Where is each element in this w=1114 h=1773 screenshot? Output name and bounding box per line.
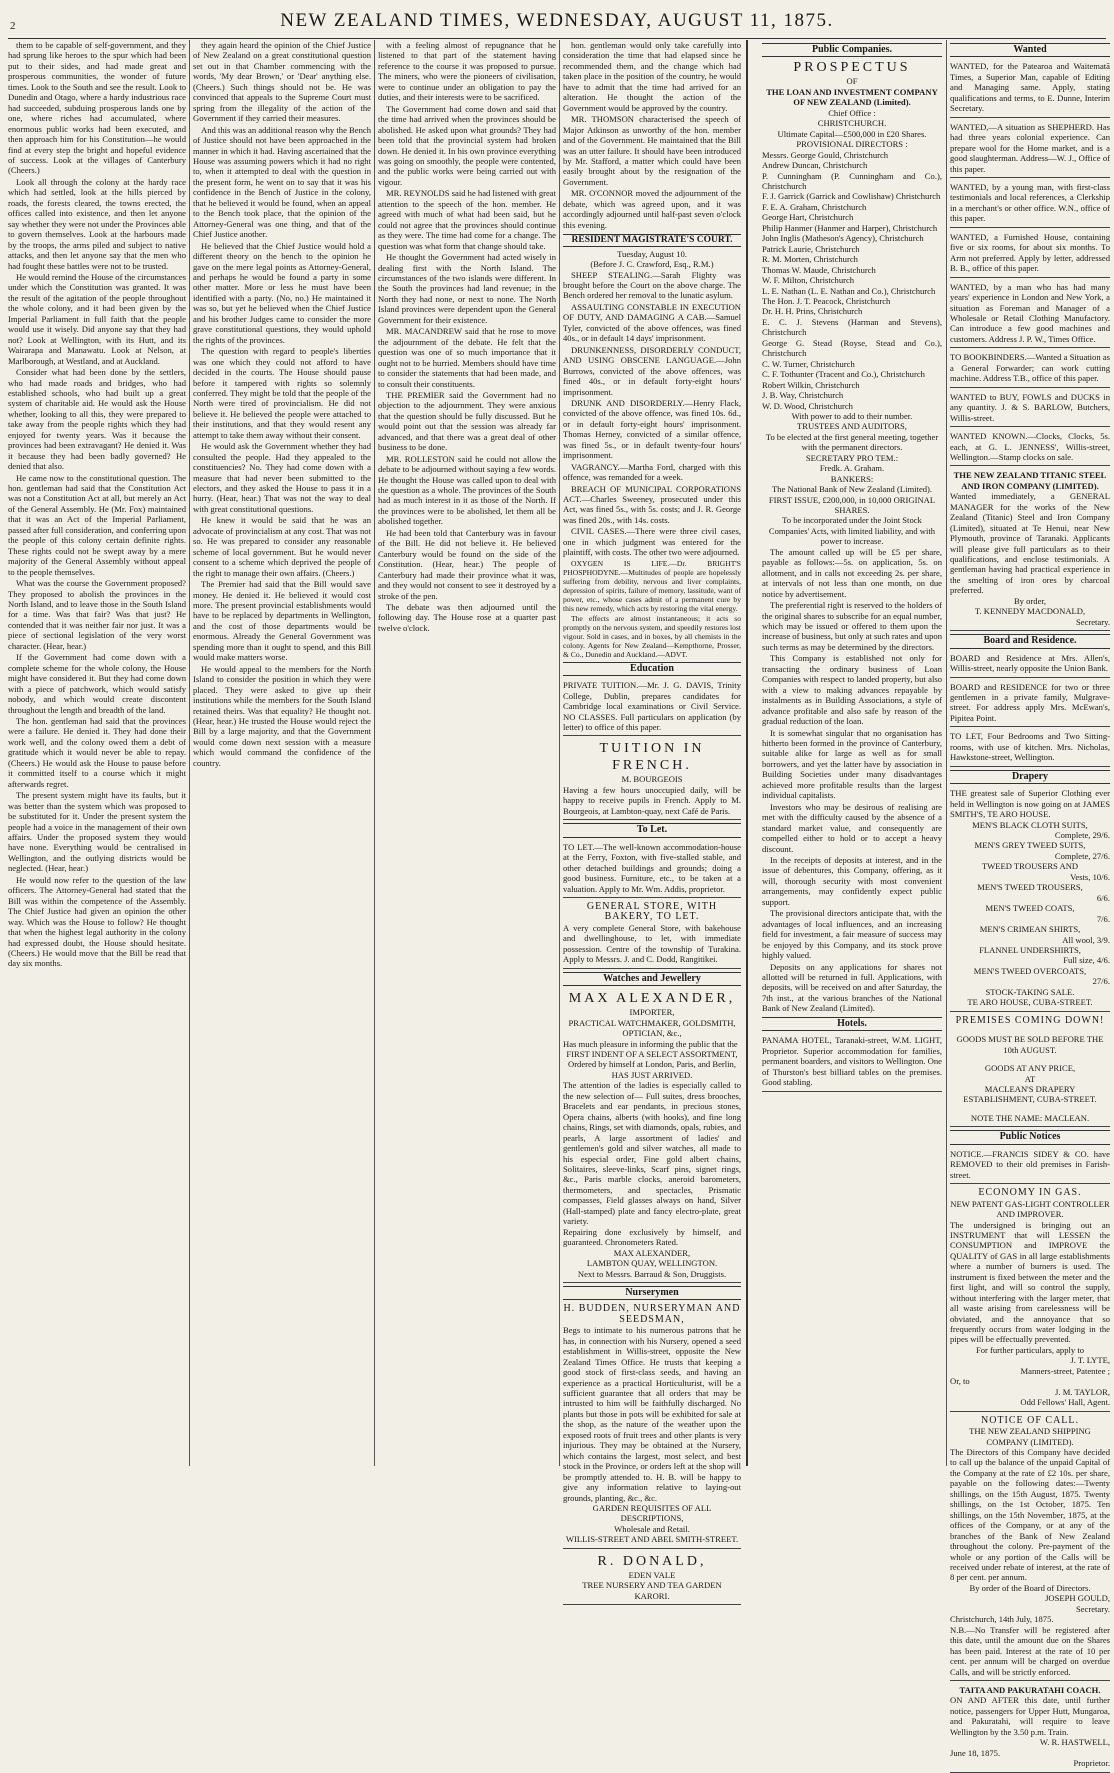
board-ad [950,651,1110,678]
store-ad [563,900,741,969]
court-heading: RESIDENT MAGISTRATE'S COURT. [563,234,741,246]
prospectus-paragraph: It is somewhat singular that no organisation has hitherto been formed in the province of Canterbury, suitable alike for large as well as for small borrowers, and yet the latter have by association in Building Societies under many disadvantages achieved more profitable results than the largest individual capitalists. [762,727,942,801]
price-item [950,945,1110,966]
director: R. M. Morten, Christchurch [762,254,858,265]
director: C. W. Turner, Christchurch [762,358,855,369]
paragraph: with a feeling almost of repugnance that he listened to that part of the statement having reference to the course it was proposed to pursue. The miners, who were the pioneers of civilisation, were to continue under an obligation to pay the duties, and their interests were to be sacrificed. [378,40,556,103]
paragraph: The Premier had said that the Bill would save money. He denied it. He believed it would cost more. The present provincial establishments would have to be replaced by departments in Wellington, and the cost of those departments would be enormous. Already the General Government was spending more than it ought to spend, and this Bill would make matters worse. [193,579,371,663]
store-ad-title: GENERAL STORE, WITH BAKERY, TO LET. [586,901,718,923]
gas-sub: NEW PATENT GAS-LIGHT CONTROLLER AND IMPROVER. [950,1198,1110,1220]
paragraph: MR. THOMSON characterised the speech of Major Atkinson as unworthy of the hon. member and of the Government. He maintained that the Bill was an utter failure. It should have been introduced by Mr. Stafford, a matter which could have been easily brought about by the resignation of the Government. [563,114,741,187]
watchmaker-name: MAX ALEXANDER, [568,991,736,1007]
paragraph: The question with regard to people's liberties was one which they could not afford to have decided in the courts. The House should pause before it tampered with rights so solemnly conferred. They might be told that the people of the North were tired of provincialism. He did not believe it. He believed the people were attached to their institutions, and that they would resent any attempt to take them away without their consent. [193,346,371,440]
iron-company-by: By order, [1013,595,1047,606]
coach-ad [950,1683,1110,1773]
french-ad-text: Having a few hours unoccupied daily, will be happy to receive pupils in French. Apply to M. Bourgeois, at Lambton-quay, next Café de Paris. [563,784,741,816]
board-ad [950,729,1110,766]
item-name: MEN'S TWEED OVERCOATS, [973,965,1087,976]
budden-ad [563,1302,741,1548]
paragraph: Consider what had been done by the settlers, who had made roads and bridges, who had established schools, who had built up a great system of charitable aid. He would ask the House whether, looking to all this, they were prepared to take away from the people rights which they had enjoyed for twenty years. Was it because the provinces had been extravagant? He denied it. Was it because they had been badly governed? He denied that also. [8,367,186,472]
watchmaker-ad [563,988,741,1283]
director: The Hon. J. T. Peacock, Christchurch [762,295,891,306]
gas-sign: Manners-street, Patentee ; [1020,1365,1110,1376]
board-ad-text: BOARD and Residence at Mrs. Allen's, Willis-street, nearly opposite the Union Bank. [950,652,1110,674]
stock-taking: STOCK-TAKING SALE. [985,986,1075,997]
donald-name: R. DONALD, [597,1553,707,1569]
goods-date: 10th AUGUST. [1003,1044,1057,1055]
column-rule [374,40,375,1466]
wanted-ad [950,59,1110,117]
paragraph: If the Government had come down with a complete scheme for the whole colony, the House might have considered it. But they had come down with a piece of patchwork, which would satisfy nobody, and which would create discontent throughout the length and breadth of the land. [8,652,186,715]
companies-heading: Public Companies. [762,43,942,57]
watchmaker-sub: PRACTICAL WATCHMAKER, GOLDSMITH, OPTICIAN, &c., [568,1017,736,1039]
wanted-ad [950,180,1110,228]
te-aro-house-ad [950,786,1110,1012]
item-price: 27/6. [1092,976,1110,987]
tuition-ad-text: PRIVATE TUITION.—Mr. J. G. DAVIS, Trinity College, Dublin, prepares candidates for Cambridge local examinations or Civil Service. NO CLASSES. Full particulars on application (by letter) to office of this paper. [563,680,741,733]
price-item [950,820,1110,841]
column-rule [946,40,947,1466]
item-name: MEN'S BLACK CLOTH SUITS, [972,819,1088,830]
bankers-name: The National Bank of New Zealand (Limited). [771,484,933,495]
power-note: With power to add to their number. [791,410,913,421]
court-magistrate: (Before J. C. Crawford, Esq., R.M.) [590,259,714,270]
directors-heading: PROVISIONAL DIRECTORS : [796,139,908,150]
paragraph: He came now to the constitutional question. The hon. gentleman had said that the Constitution Act was not a Constitution Act at all, but merely an Act of the General Assembly. He (Mr. Fox) maintained that it was an Act of the Imperial Parliament, passed after full consideration, and conferring upon the people of this colony certain definite rights. These rights could not be swept away by a mere majority of the General Assembly without appeal to the people themselves. [8,472,186,577]
prospectus-paragraph: The provisional directors anticipate that, with the advantages of local influences, and an increasing field for investment, a fair measure of success may be enjoyed by this Company, and its stock prove highly valued. [762,908,942,961]
director: W. F. Milton, Christchurch [762,275,855,286]
paragraph: He would appeal to the members for the North Island to consider the position in which they were placed. They were asked to give up their institutions while the members for the South Island retained theirs. Was that equality? He thought not. (Hear, hear.) He trusted the House would reject the Bill by a large majority, and that the Government would come down next session with a measure which would command the confidence of the country. [193,663,371,768]
french-ad-title: TUITION IN FRENCH. [599,741,705,774]
directors-list [762,150,942,411]
sidey-text: NOTICE.—FRANCIS SIDEY & CO. have REMOVED to their old premises in Farish-street. [950,1148,1110,1180]
article-column-1 [8,40,186,1466]
watchmaker-text: Has much pleasure in informing the public that the [563,1038,738,1049]
gas-apply: For further particulars, apply to [975,1344,1085,1355]
budden-sub: WILLIS-STREET AND ABEL SMITH-STREET. [565,1534,739,1545]
donald-sub: EDEN VALE [628,1569,676,1580]
court-date: Tuesday, August 10. [617,248,687,259]
tolet-heading: To Let. [563,823,741,837]
watchmaker-sign: MAX ALEXANDER, [613,1247,691,1258]
watchmaker-sub: IMPORTER, [629,1007,675,1018]
panama-hotel-text: PANAMA HOTEL, Taranaki-street, W.M. LIGHT, Proprietor. Superior accommodation for families, permanent boarders, and visitors to Wellington. One of Thurston's best billiard tables on the premises. Good stabling. [762,1035,942,1088]
item-price: 6/6. [1096,892,1110,903]
column-rule [189,40,190,1466]
paragraph: MR. REYNOLDS said he had listened with great attention to the speech of the hon. member. He agreed with much of what had been said, but he could not agree that the provinces should continue as they were. The time had come for a change. The question was what form that change should take. [378,188,556,251]
court-case: VAGRANCY.—Martha Ford, charged with this offence, was remanded for a week. [563,461,741,483]
board-ad-text: BOARD and RESIDENCE for two or three gentlemen in a private family, Mulgrave-street. For address apply Mrs. McEwan's, Pipitea Point. [950,681,1110,723]
item-price: Full size, 4/6. [1063,955,1110,966]
office-city: CHRISTCHURCH. [817,118,887,129]
director: George G. Stead (Royse, Stead and Co.), Christchurch [762,337,942,359]
iron-company-role: Secretary. [1075,616,1110,627]
coach-text: ON AND AFTER this date, until further notice, passengers for Upper Hutt, Mungaroa, and Pakuratahi, will require to leave Wellington by the 3.50 p.m. Train. [950,1695,1110,1737]
item-name: TWEED TROUSERS AND [981,861,1079,872]
paragraph: them to be capable of self-government, and they had sprung like heroes to the spur which had been put to their sides, and had made great and prosperous communities, the wonder of future times. Look to the South and see the result. Look to Dunedin and Otago, where a hardy industrious race had succeeded, subduing prosperous lands one by one, where riches had accumulated, where enormous public works had been executed, and then approach him for his Constitution—he would find at every step the bright and hopeful evidence of success. Look at the villages of Canterbury (Cheers.) [8,40,186,176]
paragraph: MR. ROLLESTON said he could not allow the debate to be adjourned without saying a few words. He thought the House was called upon to deal with the question as a whole. The provinces of the South had as much interest in it as those of the North. If the provinces were to be abolished, let them all be abolished together. [378,453,556,527]
wanted-ad-text: WANTED, by a man who has had many years' experience in London and New York, a situation as Foreman and Manager of a Wholesale or Retail Clothing Manufactory. Can introduce a few good machines and customers. Address J. P. W., Times Office. [950,281,1110,344]
wanted-ad [950,350,1110,387]
notices-heading: Public Notices [950,1130,1110,1144]
capital: Ultimate Capital—£500,000 in £20 Shares. [777,128,927,139]
paragraph: MR. O'CONNOR moved the adjournment of the debate, which was agreed upon, and it was accordingly adjourned until half-past seven o'clock this evening. [563,188,741,230]
paragraph: What was the course the Government proposed? They proposed to abolish the provinces in the North Island, and to leave those in the South Island for a time. Was that fair? Was that just? He contended that it was neither fair nor just. It was a piece of sectional legislation of the very worst character. (Hear, hear.) [8,578,186,651]
item-name: MEN'S CRIMEAN SHIRTS, [979,924,1081,935]
maclean-name: MACLEAN'S DRAPERY ESTABLISHMENT, CUBA-STREET. [963,1083,1097,1105]
prospectus-paragraph: Investors who may be desirous of realising are met with the difficulty caused by the absence of a standard market value, and consequently are compelled either to hold or to accept a heavy discount. [762,801,942,854]
director: J. B. Way, Christchurch [762,390,844,401]
director: C. F. Tothunter (Tracent and Co.), Christchurch [762,369,925,380]
nursery-heading: Nurserymen [563,1286,741,1300]
prospectus-paragraph: Deposits on any applications for shares not allotted will be returned in full. Applications, with deposits, will be received on and after Saturday, the 7th inst., at the various branches of the National Bank of New Zealand (Limited). [762,961,942,1014]
court-case: SHEEP STEALING.—Sarah Flighty was brought before the Court on the above charge. The Bench ordered her removal to the lunatic asylum. [563,269,741,301]
court-case: DRUNKENNESS, DISORDERLY CONDUCT, AND USING OBSCENE LANGUAGE.—John Burrows, convicted of the above offences, was fined 40s., or in default forty-eight hours' imprisonment. [563,344,741,397]
paragraph: MR. MACANDREW said that he rose to move the adjournment of the debate. He felt that the question was one of so much importance that it ought not to be hurried. Members should have time to consider the statements that had been made, and to consult their constituents. [378,326,556,389]
wanted-ad-text: TO BOOKBINDERS.—Wanted a Situation as a General Forwarder; can work cutting machine. Address T.B., office of this paper. [950,352,1110,384]
call-order: By order of the Board of Directors. [969,1582,1091,1593]
director: E. C. J. Stevens (Harman and Stevens), Christchurch [762,316,942,338]
wanted-ad-text: WANTED to BUY, FOWLS and DUCKS in any quantity. J. & S. BARLOW, Butchers, Willis-street. [950,391,1110,423]
price-item [950,861,1110,882]
paragraph: Look all through the colony at the hardy race which had settled, look at the hills pierced by roads, the forests cleared, the towns erected, the offices called into existence, and then let anyone say whether they were not under the Provinces able to govern themselves. Look at the harbours made by the troops, the arms piled and subject to native attacks, and then let anyone say that the men who had fought these battles were not to be trusted. [8,176,186,271]
gas-sign: Odd Fellows' Hall, Agent. [1020,1397,1110,1408]
prospectus-paragraph: In the receipts of deposits at interest, and in the issue of debentures, this Company, offering, as it will, thorough security with most convenient arrangements, may confidently expect public support. [762,854,942,907]
item-name: MEN'S TWEED COATS, [985,903,1075,914]
call-title: NOTICE OF CALL. [980,1414,1080,1426]
wanted-ad-text: WANTED KNOWN.—Clocks, Clocks, 5s. each, at G. L. JENNESS', Willis-street, Wellington.—Stamp clocks on sale. [950,431,1110,462]
wanted-ad [950,280,1110,349]
wanted-ad-text: WANTED, by a young man, with first-class testimonials and local references, a Clerkship in a merchant's or other office. W.N., office of this paper. [950,181,1110,224]
court-case: BREACH OF MUNICIPAL CORPORATIONS ACT.—Charles Sweeney, prosecuted under this Act, was fined 5s., with 5s. costs; and J. R. George was fined 20s., with 14s. costs. [563,483,741,525]
incorporation-note: To be incorporated under the Joint Stock Companies' Acts, with limited liability, and with power to increase. [768,515,936,547]
item-name: FLANNEL UNDERSHIRTS, [979,944,1081,955]
wanted-ad [950,120,1110,178]
education-heading: Education [563,662,741,676]
gas-ad [950,1186,1110,1412]
te-aro-address: TE ARO HOUSE, CUBA-STREET. [967,997,1093,1008]
item-price: Vests, 10/6. [1070,871,1110,882]
coach-sign: W. R. HASTWELL, [1039,1737,1110,1748]
goods-line: GOODS MUST BE SOLD BEFORE THE [956,1034,1104,1045]
at-word: AT [1024,1073,1036,1084]
director: John Inglis (Matheson's Agency), Christchurch [762,233,924,244]
paragraph: And this was an additional reason why the Bench of Justice should not have been approached in the manner in which it had. Having ascertained that the House was assuming powers which it had no right to, when it attempted to deal with the question in the present form, he went on to say that it was his confidence in the Bench of Justice in the colony, that he believed it would be found, when an appeal to the Bench took place, that the opinion of the Attorney-General was one thing, and that of the Chief Justice another. [193,124,371,240]
newspaper-title: NEW ZEALAND TIMES, WEDNESDAY, AUGUST 11, 1875. [280,10,834,31]
board-ad [950,680,1110,728]
companies-column [762,40,942,1466]
paragraph: THE PREMIER said the Government had no objection to the adjournment. They were anxious that the question should be fully discussed. But he would point out that the session was already far advanced, and that there was a great deal of other business to be done. [378,389,556,453]
court-case: ASSAULTING CONSTABLE IN EXECUTION OF DUTY, AND DAMAGING A CAB.—Samuel Tyler, convicted of the above offences, was fined 40s., or in default 14 days' imprisonment. [563,301,741,344]
coach-role: Proprietor. [1073,1758,1110,1769]
sidey-notice [950,1147,1110,1184]
item-name: MEN'S TWEED TROUSERS, [977,882,1083,893]
coach-date: June 18, 1875. [950,1747,1001,1758]
board-heading: Board and Residence. [950,634,1110,648]
tuition-ad [563,678,741,736]
any-price: GOODS AT ANY PRICE, [984,1063,1076,1074]
column-rule [559,40,560,1466]
paragraph: He would ask the Government whether they had consulted the people. Had they appealed to the constituencies? No. They had come down with a measure that had never been submitted to the electors, and they asked the House to pass it in a hurry. (Hear, hear.) That was not the way to deal with great constitutional questions. [193,441,371,514]
maclean-ad [950,1014,1110,1128]
director: F. J. Garrick (Garrick and Cowlishaw) Christchurch [762,191,941,202]
prospectus-of: OF [846,76,858,87]
donald-sub: TREE NURSERY AND TEA GARDEN [582,1580,722,1591]
classifieds-column [950,40,1110,1769]
watchmaker-sub: FIRST INDENT OF A SELECT ASSORTMENT, [566,1048,738,1059]
page-number: 2 [10,20,16,32]
article-column-4 [563,40,741,1601]
french-ad-name: M. BOURGEOIS [621,774,683,785]
watchmaker-sub: HAS JUST ARRIVED. [611,1069,693,1080]
hotels-heading: Hotels. [762,1017,942,1031]
wanted-ad-text: WANTED, for the Patearoa and Waitematā Times, a Superior Man, capable of Editing and Managing same. Apply, stating qualifications and terms, to E. Dunne, Interim Secretary. [950,61,1110,114]
call-role: Secretary. [1075,1603,1110,1614]
director: Andrew Duncan, Christchurch [762,160,868,171]
masthead-rule [8,38,1106,39]
prospectus-paragraph: The amount called up will be £5 per share, payable as follows:—5s. on application, 5s. on allotment, and in calls not exceeding 2s. per share, at intervals of not less than one month, on due notice by advertisement. [762,546,942,599]
paragraph: He thought the Government had acted wisely in dealing first with the North Island. The circumstances of the two islands were different. In the South the provinces had land revenue; in the North they had none, or next to none. The North Island provinces were dependent upon the General Government for their existence. [378,252,556,325]
advert-text: The effects are almost instantaneous; it acts so promptly on the nervous system, and speedily restores lost vigour. Sold in cases, and in boxes, by all chemists in the colony. Agents for New Zealand—Kempthorne, Prosser, & Co., Dunedin and Auckland.—ADVT. [563,613,741,659]
watchmaker-sign: Next to Messrs. Barraud & Son, Druggists. [577,1268,727,1279]
item-price: Complete, 29/6. [1054,830,1110,840]
masthead [0,6,1114,36]
iron-company-text: Wanted immediately, a GENERAL MANAGER for the works of the New Zealand (Titanic) Steel and Iron Company (Limited), situated at Te Henui, near New Plymouth, province of Taranaki. Applicants will please give full particulars as to their qualifications, and enclose testimonials. A gentleman having had practical experience in the smelting of iron ores by charcoal preferred. [950,491,1110,596]
iron-company-ad [950,468,1110,631]
gas-sign: J. T. LYTE, [1070,1355,1110,1366]
director: W. D. Wood, Christchurch [762,400,853,411]
trustees-heading: TRUSTEES AND AUDITORS, [797,421,907,432]
wanted-ad [950,230,1110,278]
paragraph: The Government had come down and said that the time had arrived when the provinces should be abolished. He asked upon what grounds? They had been told that the provincial system had broken down. He denied it. In his own province everything was going on smoothly, the people were contented, and the public works were being carried out with vigour. [378,103,556,187]
coach-title: TAITA AND PAKURATAHI COACH. [959,1684,1101,1695]
secretary-name: Fredk. A. Graham. [819,463,885,474]
item-price: All wool, 3/9. [1062,934,1110,945]
paragraph: He had been told that Canterbury was in favour of the Bill. He did not believe it. He believed Canterbury would be found on the side of the Constitution. (Hear, hear.) The people of Canterbury had made their province what it was, and they would not consent to see it destroyed by a stroke of the pen. [378,527,556,601]
call-nb: N.B.—No Transfer will be registered after this date, until the amount due on the Shares has been paid. Interest at the rate of 10 per cent. per annum will be charged on overdue Calls, and will be strictly enforced. [950,1624,1110,1677]
item-price: 7/6. [1096,913,1110,924]
price-item [950,966,1110,987]
gas-or: Or, to [950,1376,970,1387]
article-column-3 [378,40,556,1466]
office-label: Chief Office : [828,107,876,118]
director: Messrs. George Gould, Christchurch [762,149,889,160]
director: Dr. H. H. Prins, Christchurch [762,306,863,317]
director: F. E. A. Graham, Christchurch [762,201,867,212]
drapery-heading: Drapery [950,770,1110,784]
donald-ad [563,1551,741,1605]
prospectus-title: PROSPECTUS [793,60,911,76]
director: Thomas W. Maude, Christchurch [762,264,876,275]
wanted-ad-text: WANTED,—A situation as SHEPHERD. Has had three years colonial experience. Can prepare wool for the Home market, and is a good slaughterman. Address—W. J., Office of this paper. [950,121,1110,174]
watchmaker-sign: LAMBTON QUAY, WELLINGTON. [586,1258,718,1269]
budden-text: Begs to intimate to his numerous patrons that he has, in connection with his Nursery, opened a seed establishment in Willis-street, opposite the New Zealand Times Office. He trusts that keeping a good stock of first-class seeds, and having an experience as a practical Horticulturist, will be a sufficient guarantee that all orders that may be intrusted to him will be faithfully discharged. No plants but those in pots will be exhibited for sale at the shop, as the nature of the weather upon the exposed roots of fruit trees and other plants is very injurious. They may be obtained at the Nursery, which contains the largest, most select, and best stock in the Province, or orders left at the shop will be promptly attended to. H. B. will be happy to give any information relative to laying-out grounds, planting, &c., &c. [563,1325,741,1503]
watches-heading: Watches and Jewellery [563,972,741,986]
director: Robert Wilkin, Christchurch [762,379,860,390]
wanted-ad [950,429,1110,466]
call-company: THE NEW ZEALAND SHIPPING COMPANY (LIMITED). [969,1426,1091,1447]
te-aro-intro: THE greatest sale of Superior Clothing ever held in Wellington is now going on at JAMES SMITH'S, TE ARO HOUSE. [950,788,1110,820]
bankers-label: BANKERS: [830,473,874,484]
first-issue: FIRST ISSUE, £200,000, in 10,000 ORIGINAL SHARES. [768,494,936,516]
director: L. E. Nathan (L. E. Nathan and Co.), Christchurch [762,285,936,296]
foxton-ad [563,840,741,898]
call-date: Christchurch, 14th July, 1875. [950,1614,1054,1625]
gas-title: ECONOMY IN GAS. [978,1187,1082,1199]
advert-text: OXYGEN IS LIFE.—Dr. BRIGHT'S PHOSPHODYNE.—Multitudes of people are hopelessly suffering from debility, nervous and liver complaints, depression of spirits, failure of memory, lassitude, want of power, etc., whose cases admit of a permanent cure by this new remedy, which acts by restoring the vital energy. [563,558,741,613]
column-rule [746,40,748,1466]
director: P. Cunningham (P. Cunningham and Co.), Christchurch [762,170,942,191]
company-name: THE LOAN AND INVESTMENT COMPANY OF NEW ZEALAND (Limited). [766,86,938,108]
paragraph: The present system might have its faults, but it was better than the system which was proposed to be substituted for it. Under the present system the people had a voice in the management of their own affairs. Under the proposed system they would have none. Everything would be centralised in Wellington, and the outlying districts would be neglected. (Hear, hear.) [8,790,186,874]
paragraph: The debate was then adjourned until the following day. The House rose at a quarter past twelve o'clock. [378,602,556,633]
note-name: NOTE THE NAME: MACLEAN. [970,1112,1090,1123]
court-case: DRUNK AND DISORDERLY.—Henry Flack, convicted of the above offence, was fined 10s. 6d., or in default forty-eight hours' imprisonment. Thomas Herney, convicted of a similar offence, was fined 5s., or in default twenty-four hours' imprisonment. [563,397,741,461]
donald-sub: KARORI. [634,1590,670,1601]
paragraph: hon. gentleman would only take carefully into consideration the time that had elapsed since he recommended them, and the change which had taken place in the position of the country, he would have to admit that the time had arrived for an alteration. He thought the action of the Government would be approved by the country. [563,40,741,113]
budden-sub: GARDEN REQUISITES OF ALL DESCRIPTIONS, [592,1503,712,1524]
paragraph: they again heard the opinion of the Chief Justice of New Zealand on a great constitutional question set out in that Chamber commencing with the words, 'My dear Brown,' or 'Dear' anything else. (Cheers.) Such things should not be. He was convinced that appeals to the Supreme Court must spring from the illegality of the action of the Government if they carried their measures. [193,40,371,124]
watchmaker-repair: Repairing done exclusively by himself, and guaranteed. Chronometers Rated. [563,1226,741,1248]
court-case: CIVIL CASES.—There were three civil cases, one in which judgment was entered for the plaintiff, with costs. The other two were adjourned. [563,526,741,558]
price-item [950,840,1110,861]
secretary-label: SECRETARY PRO TEM.: [805,452,899,463]
wanted-ad-text: WANTED, a Furnished House, containing five or six rooms, for about six months. To Arm not preferred. Apply by letter, addressed B. B., office of this paper. [950,231,1110,274]
item-name: MEN'S GREY TWEED SUITS, [974,840,1086,851]
gas-text: The undersigned is bringing out an INSTRUMENT that will LESSEN the CONSUMPTION and IMPROVE the QUALITY of GAS in all large establishments where a number of burners is used. The instrument is fixed between the meter and the first light, and will so control the supply, without interfering with the larger meter, that all waste arising from carelessness will be obviated, and the annoyance that so frequently occurs from water lodging in the pipes will be effectually prevented. [950,1219,1110,1345]
board-ad-text: TO LET, Four Bedrooms and Two Sitting-rooms, with use of kitchen. Mrs. Nicholas, Hawkstone-street, Wellington. [950,731,1110,763]
paragraph: He would remind the House of the circumstances under which the Constitution was granted. It was the result of the agitation of the people throughout the whole colony, and it had been given by the Imperial Parliament in full faith that the people would use it wisely. Did anyone say that they had not? Look at Wellington, with its Hutt, and its Wairarapa and Manawatu. Look at Nelson, at Marlborough, at Westland, and at Auckland. [8,271,186,366]
paragraph: He would now refer to the question of the law officers. The Attorney-General had stated that the Bill was within the competence of the Assembly. The Chief Justice had given an opinion the other way. Which was the House to follow? He thought that when the highest legal authority in the colony had expressed doubt, the House should hesitate. (Cheers.) He would move that the Bill be read that day six months. [8,874,186,969]
paragraph: He knew it would be said that he was an advocate of provincialism at any cost. That was not so. He was prepared to consider any reasonable scheme of local government. But he would never consent to a scheme which deprived the people of the right to manage their own affairs. (Cheers.) [193,515,371,578]
store-ad-text: A very complete General Store, with bakehouse and dwellinghouse, to let, with immediate possession. Centre of the township of Turakina. Apply to Messrs. J. and C. Dodd, Rangitikei. [563,922,741,965]
foxton-ad-text: TO LET.—The well-known accommodation-house at the Ferry, Foxton, with five-stalled stable, and other detached buildings and grounds; doing a good business. Furniture, etc., to be taken at a valuation. Apply to Mr. Wm. Addis, proprietor. [563,841,741,894]
premises-headline: PREMISES COMING DOWN! [955,1014,1105,1026]
wanted-ad [950,390,1110,427]
gas-sign: J. M. TAYLOR, [1055,1386,1110,1397]
director: Patrick Laurie, Christchurch [762,243,860,254]
iron-company-sign: T. KENNEDY MACDONALD, [974,606,1086,617]
watchmaker-sub: Ordered by himself at London, Paris, and Berlin, [567,1059,737,1070]
prospectus-paragraph: This Company is established not only for transacting the ordinary business of Loan Companies with respect to landed property, but also with a view to making advances repayable by instalments as in Building Associations, a style of advance profitable and also safe by reason of the gradual reduction of the loan. [762,653,942,727]
trustees-note: To be elected at the first general meeting, together with the permanent directors. [765,431,939,453]
price-item [950,903,1110,924]
budden-title: H. BUDDEN, NURSERYMAN AND SEEDSMAN, [563,1303,741,1325]
director: George Hart, Christchurch [762,212,854,223]
price-item [950,882,1110,903]
paragraph: He believed that the Chief Justice would hold a different theory on the bench to the opinion he gave on the mere legal points as Attorney-General, and perhaps he would be found a party in some other matter. More or less he must have been identified with a party. (No, no.) He maintained it was so, but yet he believed when the Chief Justice and his brother Judges came to consider the more grave constitutional questions, they would uphold the rights of the provinces. [193,240,371,345]
item-price: Complete, 27/6. [1054,850,1110,861]
panama-hotel-ad [762,1033,942,1091]
director: Philip Hanmer (Hanmer and Harper), Christchurch [762,222,938,233]
french-ad [563,738,741,820]
watchmaker-list: The attention of the ladies is especially called to the new selection of— Full suites, dress brooches, Bracelets and ear pendants, in precious stones, Opera chains, alberts (with hooks), and fine long chains, Rings, set with diamonds, opals, rubies, and pearls, A large assortment of ladies' and gentlemen's gold and silver watches, all made to his especial order, Fine gold albert chains, Solitaires, sleeve-links, Scarf pins, signet rings, &c., Paris marble clocks, aneroid barometers, thermometers, and spectacles, Prismatic compasses, Field glasses always on hand, Silver (Hall-stamped) plate and fancy electro-plate, great variety. [563,1080,741,1227]
price-item [950,924,1110,945]
call-notice [950,1414,1110,1681]
call-sign: JOSEPH GOULD, [1045,1593,1110,1604]
article-column-2 [193,40,371,1466]
iron-company-title: THE NEW ZEALAND TITANIC STEEL AND IRON COMPANY (LIMITED). [953,470,1107,491]
prospectus-paragraph: The preferential right is reserved to the holders of the original shares to subscribe for an equal number, which may be issued or offered to them upon the increase of business, but only at such rates and upon such terms as may be determined by the directors. [762,600,942,652]
wanted-heading: Wanted [950,43,1110,57]
call-text: The Directors of this Company have decided to call up the balance of the unpaid Capital of the Company at the rate of £2 10s. per share, payable on the following dates:—Twenty shillings, on the 15th August, 1875. Twenty shillings, on the 1st October, 1875. Ten shillings, on the 15th November, 1875, at the offices of the Company, or at any of the branches of the Bank of New Zealand throughout the colony. Pre-payment of the whole or any portion of the Calls will be received under rebate of interest, at the rate of 8 per cent. per annum. [950,1447,1110,1583]
phosphodyne-advert [563,559,741,659]
paragraph: The hon. gentleman had said that the provinces were a failure. He denied it. They had done their work well, and the colony owed them a debt of gratitude which it would never be able to repay. (Cheers.) He would ask the House to pause before it committed itself to a course which it might afterwards regret. [8,716,186,789]
budden-sub: Wholesale and Retail. [614,1523,690,1534]
